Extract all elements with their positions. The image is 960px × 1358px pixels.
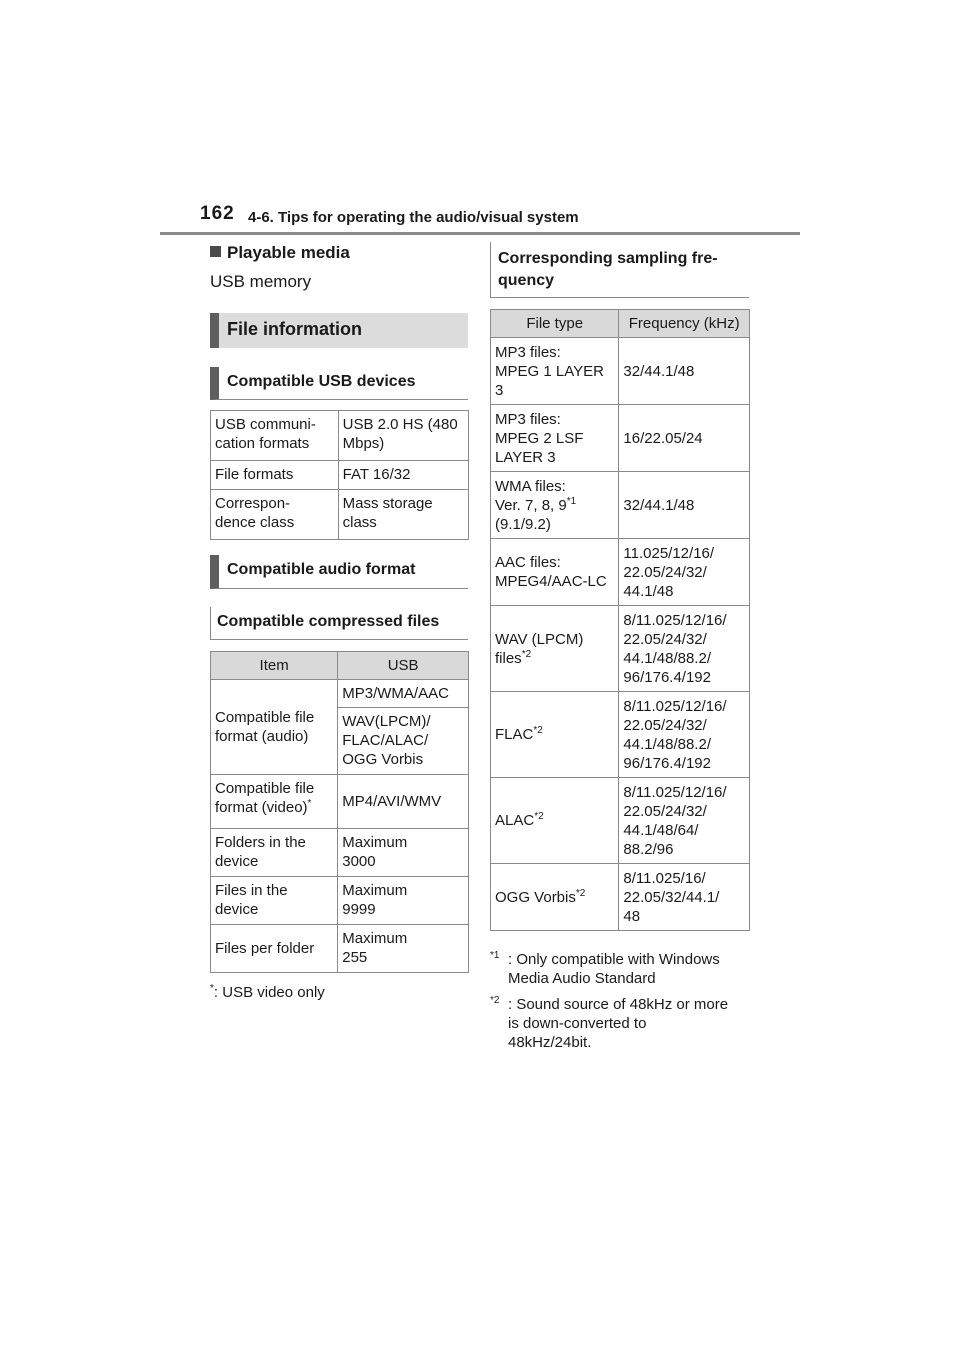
- table-cell: USB communi- cation formats: [211, 411, 339, 461]
- footnote-marker: *: [210, 983, 214, 994]
- frequency-cell: 8/11.025/12/16/ 22.05/24/32/ 44.1/48/88.2/ 96/176.4/192: [619, 692, 750, 778]
- file-type-text: WMA files: Ver. 7, 8, 9: [495, 477, 567, 514]
- frequency-cell: 16/22.05/24: [619, 405, 750, 472]
- file-type-cell: [491, 606, 619, 692]
- frequency-cell: 32/44.1/48: [619, 472, 750, 539]
- footnote-marker: *1: [566, 495, 577, 507]
- frequency-cell: 8/11.025/12/16/ 22.05/24/32/ 44.1/48/64/ 88.2/96: [619, 778, 750, 864]
- usb-memory-subheading: USB memory: [210, 272, 312, 291]
- table-header-row: [491, 310, 750, 338]
- file-type-text: MP3 files: MPEG 2 LSF LAYER 3: [495, 410, 584, 466]
- compatible-compressed-files-title: Compatible compressed files: [217, 613, 440, 630]
- file-information-title: File information: [227, 319, 362, 339]
- table-row: [491, 864, 750, 931]
- file-type-suffix: (9.1/9.2): [495, 515, 551, 533]
- footnote-marker: *2: [533, 725, 543, 736]
- file-type-cell: [491, 405, 619, 472]
- table-header-cell: File type: [491, 310, 619, 338]
- table-cell: USB 2.0 HS (480 Mbps): [338, 411, 468, 461]
- table-cell: Maximum 255: [338, 925, 469, 973]
- file-type-text: MP3 files: MPEG 1 LAYER 3: [495, 343, 604, 399]
- compatible-usb-devices-title: Compatible USB devices: [227, 373, 416, 390]
- table-cell: File formats: [211, 461, 339, 490]
- table-header-cell: Item: [211, 652, 338, 680]
- sampling-frequency-title: Corresponding sampling fre- quency: [498, 250, 718, 289]
- table-cell: MP3/WMA/AAC: [338, 680, 469, 708]
- sampling-table-body: [491, 338, 750, 931]
- compatible-audio-format-title: Compatible audio format: [227, 561, 416, 578]
- section-title: 4-6. Tips for operating the audio/visual system: [248, 209, 579, 226]
- table-row: [491, 405, 750, 472]
- file-type-cell: [491, 692, 619, 778]
- footnote-text: : Only compatible with Windows Media Audio Standard: [508, 951, 720, 987]
- page-number: 162: [200, 203, 235, 224]
- frequency-cell: 11.025/12/16/ 22.05/24/32/ 44.1/48: [619, 539, 750, 606]
- header-rule: [160, 232, 800, 235]
- square-bullet-icon: [210, 246, 221, 257]
- table-cell: Maximum 9999: [338, 877, 469, 925]
- table-row: [491, 778, 750, 864]
- table-cell: FAT 16/32: [338, 461, 468, 490]
- footnote: *1 : Only compatible with Windows Media Audio Standard: [490, 950, 760, 988]
- compressed-files-table: [210, 651, 469, 973]
- table-cell: WAV(LPCM)/ FLAC/ALAC/ OGG Vorbis: [338, 708, 469, 775]
- table-row: [211, 829, 469, 877]
- table-row: [211, 925, 469, 973]
- table-row: [491, 692, 750, 778]
- file-type-cell: [491, 472, 619, 539]
- table-cell: MP4/AVI/WMV: [338, 775, 469, 829]
- file-type-cell: [491, 539, 619, 606]
- table-row: [211, 877, 469, 925]
- footnote-marker: *2: [521, 648, 532, 660]
- footnote: *2 : Sound source of 48kHz or more is down-converted to 48kHz/24bit.: [490, 995, 760, 1052]
- table-cell: Maximum 3000: [338, 829, 469, 877]
- right-footnotes: [490, 950, 760, 1059]
- footnote-text: : Sound source of 48kHz or more is down-converted to 48kHz/24bit.: [508, 996, 729, 1051]
- file-type-text: OGG Vorbis: [495, 888, 576, 906]
- table-cell: Mass storage class: [338, 490, 468, 540]
- table-row: [211, 490, 469, 540]
- compatible-audio-format-bar: [210, 555, 468, 589]
- table-cell: Compatible file format (audio): [211, 680, 338, 775]
- playable-media-heading-text: Playable media: [227, 243, 350, 262]
- file-type-text: WAV (LPCM) files: [495, 630, 584, 667]
- file-information-bar: [210, 313, 468, 348]
- frequency-cell: 8/11.025/12/16/ 22.05/24/32/ 44.1/48/88.2/ 96/176.4/192: [619, 606, 750, 692]
- table-row: [491, 606, 750, 692]
- file-type-cell: [491, 864, 619, 931]
- frequency-cell: 32/44.1/48: [619, 338, 750, 405]
- compatible-compressed-files-bar: [210, 607, 468, 640]
- frequency-cell: 8/11.025/16/ 22.05/32/44.1/ 48: [619, 864, 750, 931]
- table-row: [211, 775, 469, 829]
- file-type-text: ALAC: [495, 812, 535, 829]
- footnote-marker: *2: [534, 811, 544, 822]
- compatible-usb-devices-bar: [210, 367, 468, 400]
- table-header-cell: Frequency (kHz): [619, 310, 750, 338]
- playable-media-heading: [210, 243, 350, 263]
- footnote-marker: *2: [575, 887, 586, 899]
- table-cell: [211, 775, 338, 829]
- table-cell: Folders in the device: [211, 829, 338, 877]
- footnote-text: : USB video only: [213, 984, 325, 1001]
- sampling-frequency-table: [490, 309, 750, 931]
- table-row: [491, 338, 750, 405]
- video-format-label: Compatible file format (video): [215, 780, 315, 816]
- table-cell: Files per folder: [211, 925, 338, 973]
- usb-devices-table: [210, 410, 469, 540]
- table-cell: Files in the device: [211, 877, 338, 925]
- table-row: [491, 472, 750, 539]
- left-footnote: [210, 983, 325, 1002]
- file-type-cell: [491, 338, 619, 405]
- table-header-cell: USB: [338, 652, 469, 680]
- table-header-row: [211, 652, 469, 680]
- table-row: [491, 539, 750, 606]
- table-row: [211, 411, 469, 461]
- table-row: [211, 680, 469, 708]
- footnote-marker: *: [307, 798, 312, 809]
- table-cell: Correspon- dence class: [211, 490, 339, 540]
- file-type-text: AAC files: MPEG4/AAC-LC: [495, 554, 607, 590]
- file-type-cell: [491, 778, 619, 864]
- file-type-text: FLAC: [495, 726, 534, 743]
- sampling-frequency-bar: [490, 242, 749, 298]
- table-row: [211, 461, 469, 490]
